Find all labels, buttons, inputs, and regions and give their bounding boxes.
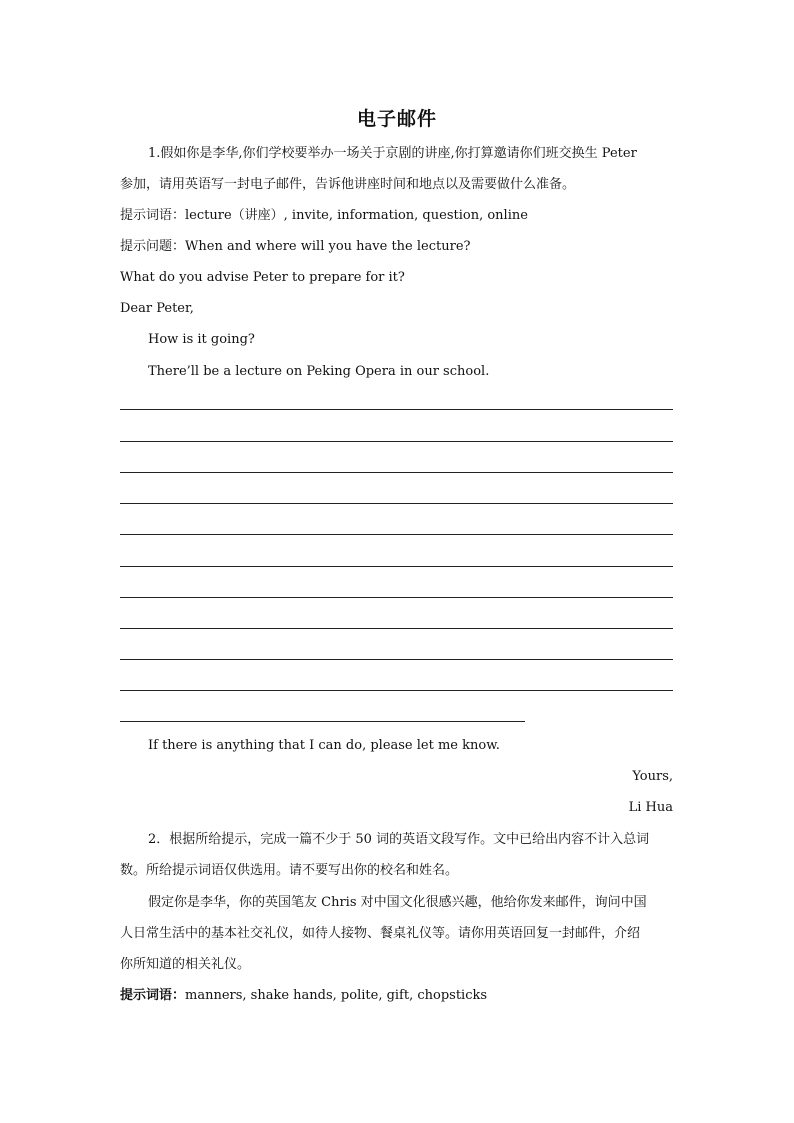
- q1-question-1: When and where will you have the lecture?: [185, 239, 471, 254]
- answer-line[interactable]: [120, 503, 673, 504]
- q1-keywords-text: lecture（讲座）, invite, information, question, online: [185, 208, 528, 223]
- answer-line[interactable]: [120, 690, 673, 691]
- q2-text-line-3: 假定你是李华，你的英国笔友 Chris 对中国文化很感兴趣，他给你发来邮件，询问中国: [148, 895, 647, 910]
- answer-line[interactable]: [120, 441, 673, 442]
- q2-keywords-label: 提示词语：: [120, 988, 186, 1003]
- answer-line[interactable]: [120, 534, 673, 535]
- letter-opening-2: There’ll be a lecture on Peking Opera in our school.: [148, 364, 490, 379]
- answer-line[interactable]: [120, 659, 673, 660]
- q2-text-line-5: 你所知道的相关礼仪。: [120, 957, 251, 972]
- letter-opening-1: How is it going?: [148, 332, 255, 347]
- answer-line[interactable]: [120, 628, 673, 629]
- answer-line[interactable]: [120, 597, 673, 598]
- letter-signature: Li Hua: [628, 800, 673, 815]
- q2-keywords-text: manners, shake hands, polite, gift, chopsticks: [185, 988, 488, 1003]
- q2-text-line-4: 人日常生活中的基本社交礼仪，如待人接物、餐桌礼仪等。请你用英语回复一封邮件，介绍: [120, 926, 641, 941]
- answer-line[interactable]: [120, 566, 673, 567]
- q1-keywords: [120, 206, 675, 226]
- q2-text-line-2: 数。所给提示词语仅供选用。请不要写出你的校名和姓名。: [120, 863, 459, 878]
- answer-line[interactable]: [120, 472, 673, 473]
- q1-questions-label: 提示问题：: [120, 239, 186, 254]
- q1-question-2: What do you advise Peter to prepare for it?: [120, 270, 405, 285]
- answer-line[interactable]: [120, 409, 673, 410]
- page-title: 电子邮件: [356, 108, 437, 130]
- q1-keywords-label: 提示词语：: [120, 208, 186, 223]
- q1-questions: [120, 237, 675, 257]
- letter-closing: If there is anything that I can do, please let me know.: [148, 738, 500, 753]
- q1-text-line-1: 1.假如你是李华,你们学校要举办一场关于京剧的讲座,你打算邀请你们班交换生 Peter: [148, 146, 637, 161]
- q1-text-line-2: 参加，请用英语写一封电子邮件，告诉他讲座时间和地点以及需要做什么准备。: [120, 177, 576, 192]
- q2-text-line-1: 2．根据所给提示，完成一篇不少于 50 词的英语文段写作。文中已给出内容不计入总词: [148, 832, 650, 847]
- letter-greeting: Dear Peter,: [120, 301, 194, 316]
- letter-signoff: Yours,: [632, 769, 673, 784]
- answer-line-last[interactable]: [120, 721, 525, 722]
- q2-keywords: [120, 986, 675, 1006]
